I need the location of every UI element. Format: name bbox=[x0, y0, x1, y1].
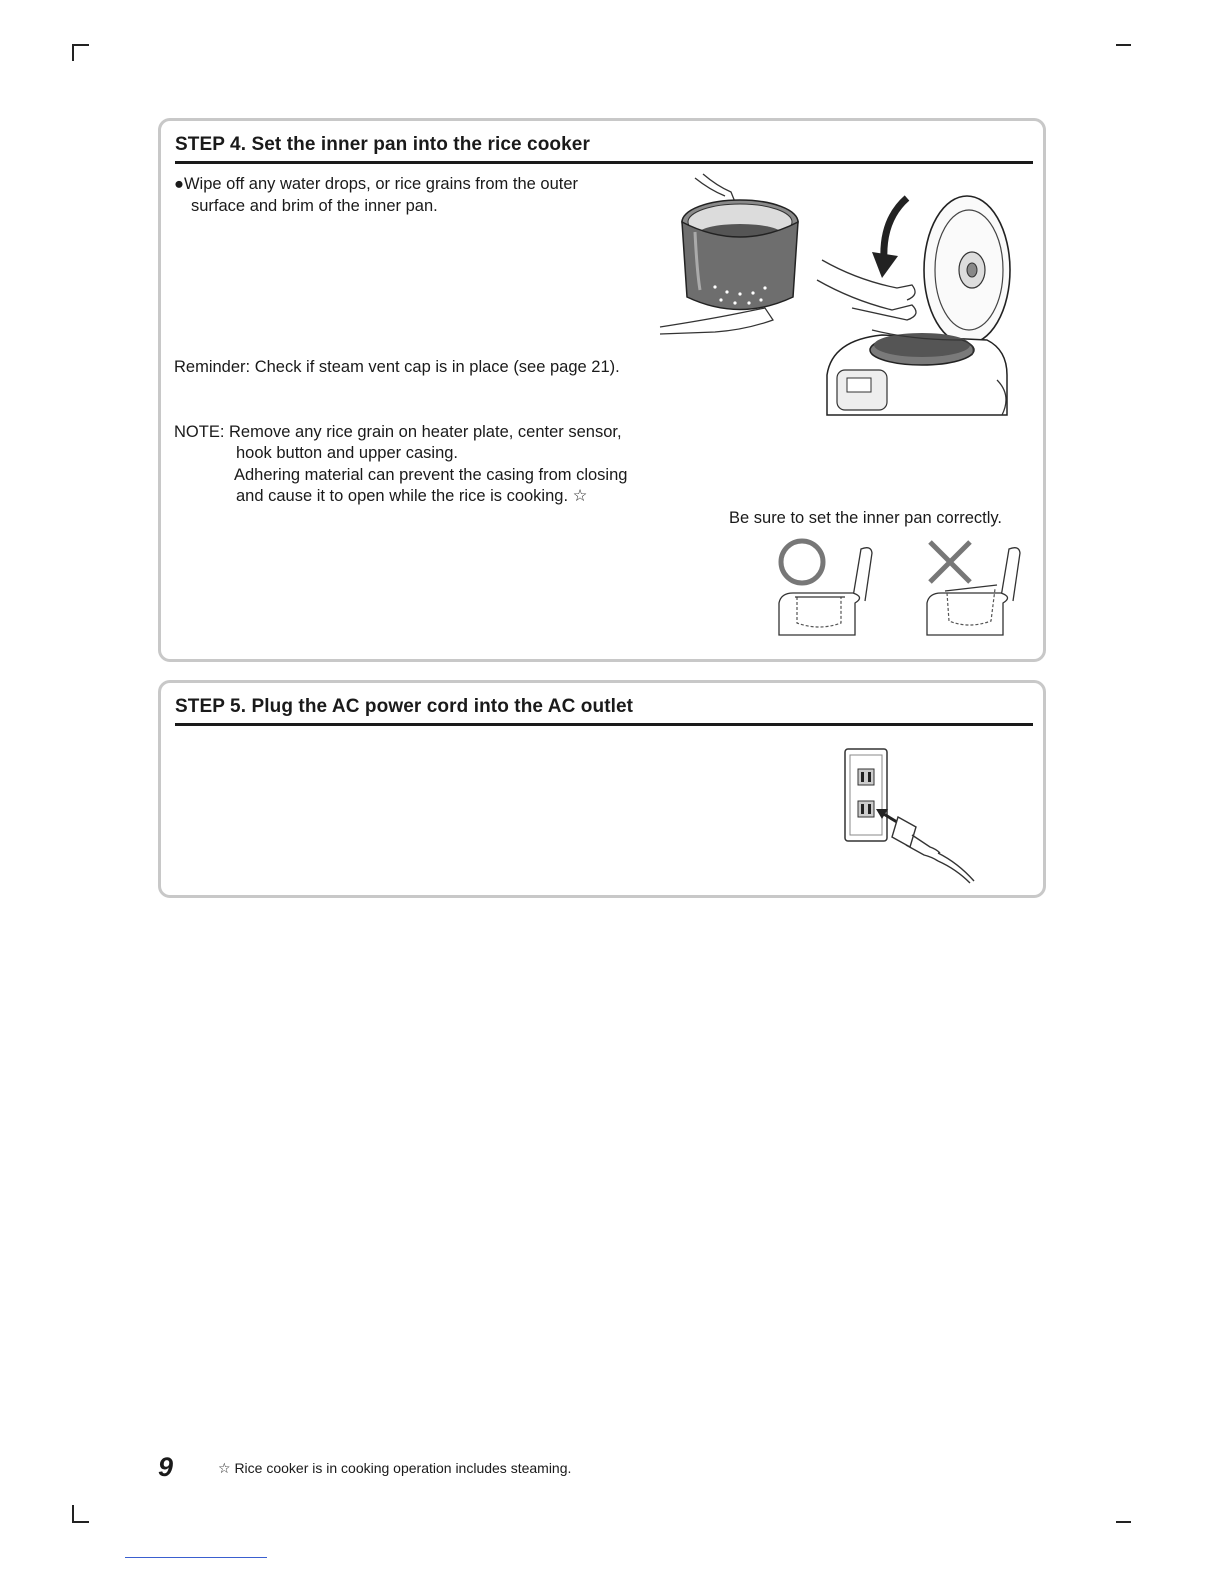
step4-note-line2: hook button and upper casing. bbox=[236, 444, 459, 462]
step4-note-line4: and cause it to open while the rice is cooking. ☆ bbox=[236, 487, 588, 505]
step4-reminder: Reminder: Check if steam vent cap is in place (see page 21). bbox=[174, 358, 620, 376]
ac-outlet-plug-illustration bbox=[840, 745, 980, 885]
correct-placement-diagram bbox=[775, 545, 877, 640]
bottom-blue-rule bbox=[125, 1557, 267, 1558]
step4-title: STEP 4. Set the inner pan into the rice cooker bbox=[175, 133, 1033, 164]
crop-mark-top-left-h bbox=[72, 44, 89, 46]
step4-note-line1: NOTE: Remove any rice grain on heater plate, center sensor, bbox=[174, 423, 622, 441]
step4-bullet-line2: surface and brim of the inner pan. bbox=[191, 197, 438, 215]
step5-title: STEP 5. Plug the AC power cord into the AC outlet bbox=[175, 695, 1033, 726]
crop-mark-bottom-left-h bbox=[72, 1521, 89, 1523]
footnote: ☆ Rice cooker is in cooking operation includes steaming. bbox=[218, 1460, 572, 1476]
page-number: 9 bbox=[158, 1452, 174, 1482]
rice-cooker-insert-illustration bbox=[812, 190, 1017, 420]
step4-note-line3: Adhering material can prevent the casing from closing bbox=[234, 466, 628, 484]
inner-pan-wiping-illustration bbox=[655, 172, 805, 337]
crop-mark-bottom-left-v bbox=[72, 1505, 74, 1522]
step4-caption: Be sure to set the inner pan correctly. bbox=[729, 509, 1002, 527]
crop-mark-bottom-right bbox=[1116, 1521, 1131, 1523]
wrong-placement-diagram bbox=[923, 545, 1025, 640]
crop-mark-top-right bbox=[1116, 44, 1131, 46]
crop-mark-top-left-v bbox=[72, 44, 74, 61]
step4-bullet-line1: ●Wipe off any water drops, or rice grains from the outer bbox=[174, 175, 579, 193]
